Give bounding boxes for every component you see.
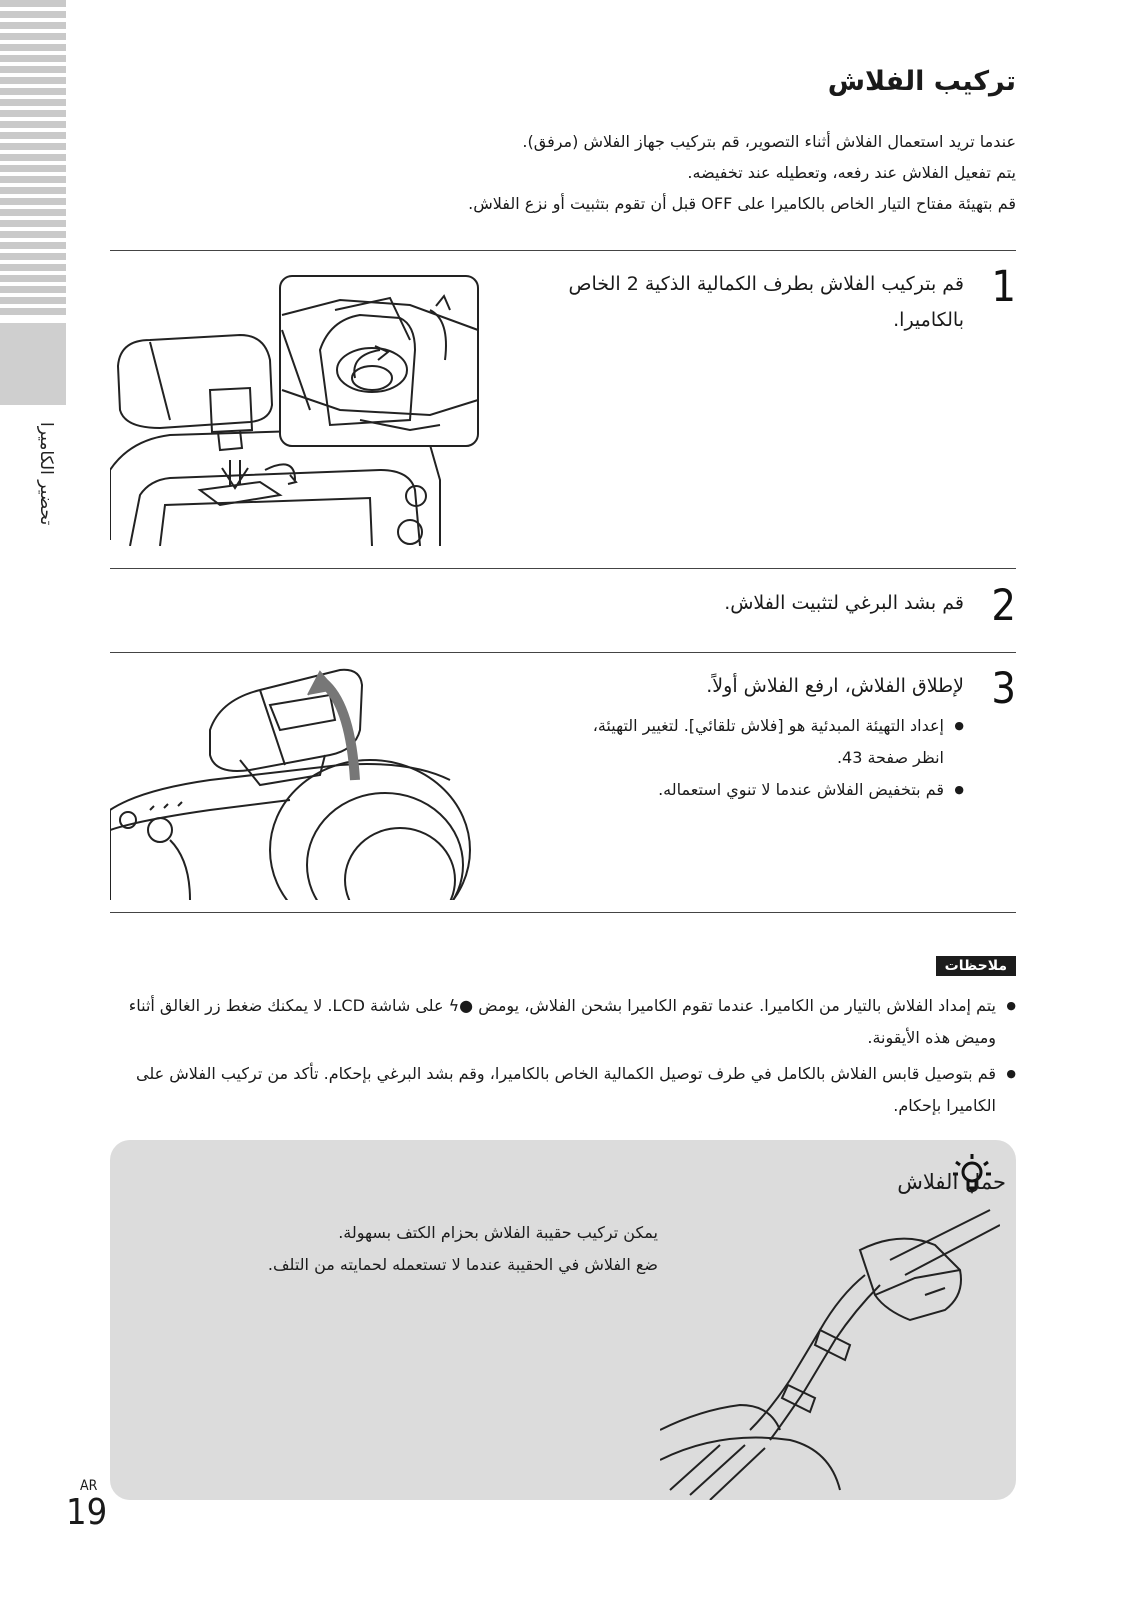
flash-mount-illustration <box>110 270 490 546</box>
step-bullets <box>564 710 964 806</box>
tip-text <box>268 1217 658 1281</box>
step-number: 1 <box>991 262 1016 312</box>
tip-line: يمكن تركيب حقيبة الفلاش بحزام الكتف بسهولة. <box>338 1223 658 1242</box>
page-lang-code: AR <box>80 1478 98 1494</box>
notes-list <box>116 990 1016 1126</box>
page-number: 19 <box>66 1492 108 1533</box>
tip-title: حمل الفلاش <box>897 1170 1006 1194</box>
note-item: ● قم بتوصيل قابس الفلاش بالكامل في طرف توصيل الكمالية الخاص بالكاميرا، وقم بشد البرغي بإحكام. تأكد من تركيب الفلاش على الكاميرا بإحكام. <box>116 1058 1016 1122</box>
divider <box>110 912 1016 913</box>
tip-line: ضع الفلاش في الحقيبة عندما لا تستعمله لحمايته من التلف. <box>267 1255 658 1274</box>
step-number: 2 <box>991 581 1016 631</box>
bullet-item: ● قم بتخفيض الفلاش عندما لا تنوي استعماله. <box>564 774 964 806</box>
step-text: لإطلاق الفلاش، ارفع الفلاش أولاً. <box>706 675 964 697</box>
section-label: تحضير الكاميرا <box>36 422 56 526</box>
intro-line: قم بتهيئة مفتاح التيار الخاص بالكاميرا على OFF قبل أن تقوم بتثبيت أو نزع الفلاش. <box>468 194 1016 213</box>
divider <box>110 568 1016 569</box>
note-item: ● يتم إمداد الفلاش بالتيار من الكاميرا. عندما تقوم الكاميرا بشحن الفلاش، يومض ●ϟ على شاشة LCD. لا يمكنك ضغط زر الغالق أثناء وميض هذه الأيقونة. <box>116 990 1016 1054</box>
step-number: 3 <box>991 664 1016 714</box>
flash-bag-strap-illustration <box>660 1200 1000 1500</box>
side-tab-stripes <box>0 0 66 319</box>
notes-badge: ملاحظات <box>936 956 1016 976</box>
bullet-item: ● إعداد التهيئة المبدئية هو [فلاش تلقائي]. لتغيير التهيئة، انظر صفحة 43. <box>564 710 964 774</box>
intro-text <box>296 126 1016 219</box>
flash-raised-illustration <box>110 660 490 900</box>
step-text: قم بشد البرغي لتثبيت الفلاش. <box>724 592 964 614</box>
intro-line: عندما تريد استعمال الفلاش أثناء التصوير، قم بتركيب جهاز الفلاش (مرفق). <box>522 132 1016 151</box>
step-text: قم بتركيب الفلاش بطرف الكمالية الذكية 2 الخاص بالكاميرا. <box>568 273 964 331</box>
intro-line: يتم تفعيل الفلاش عند رفعه، وتعطيله عند تخفيضه. <box>687 163 1016 182</box>
divider <box>110 250 1016 251</box>
divider <box>110 652 1016 653</box>
page-title: تركيب الفلاش <box>827 66 1016 97</box>
side-tab-block <box>0 323 66 405</box>
